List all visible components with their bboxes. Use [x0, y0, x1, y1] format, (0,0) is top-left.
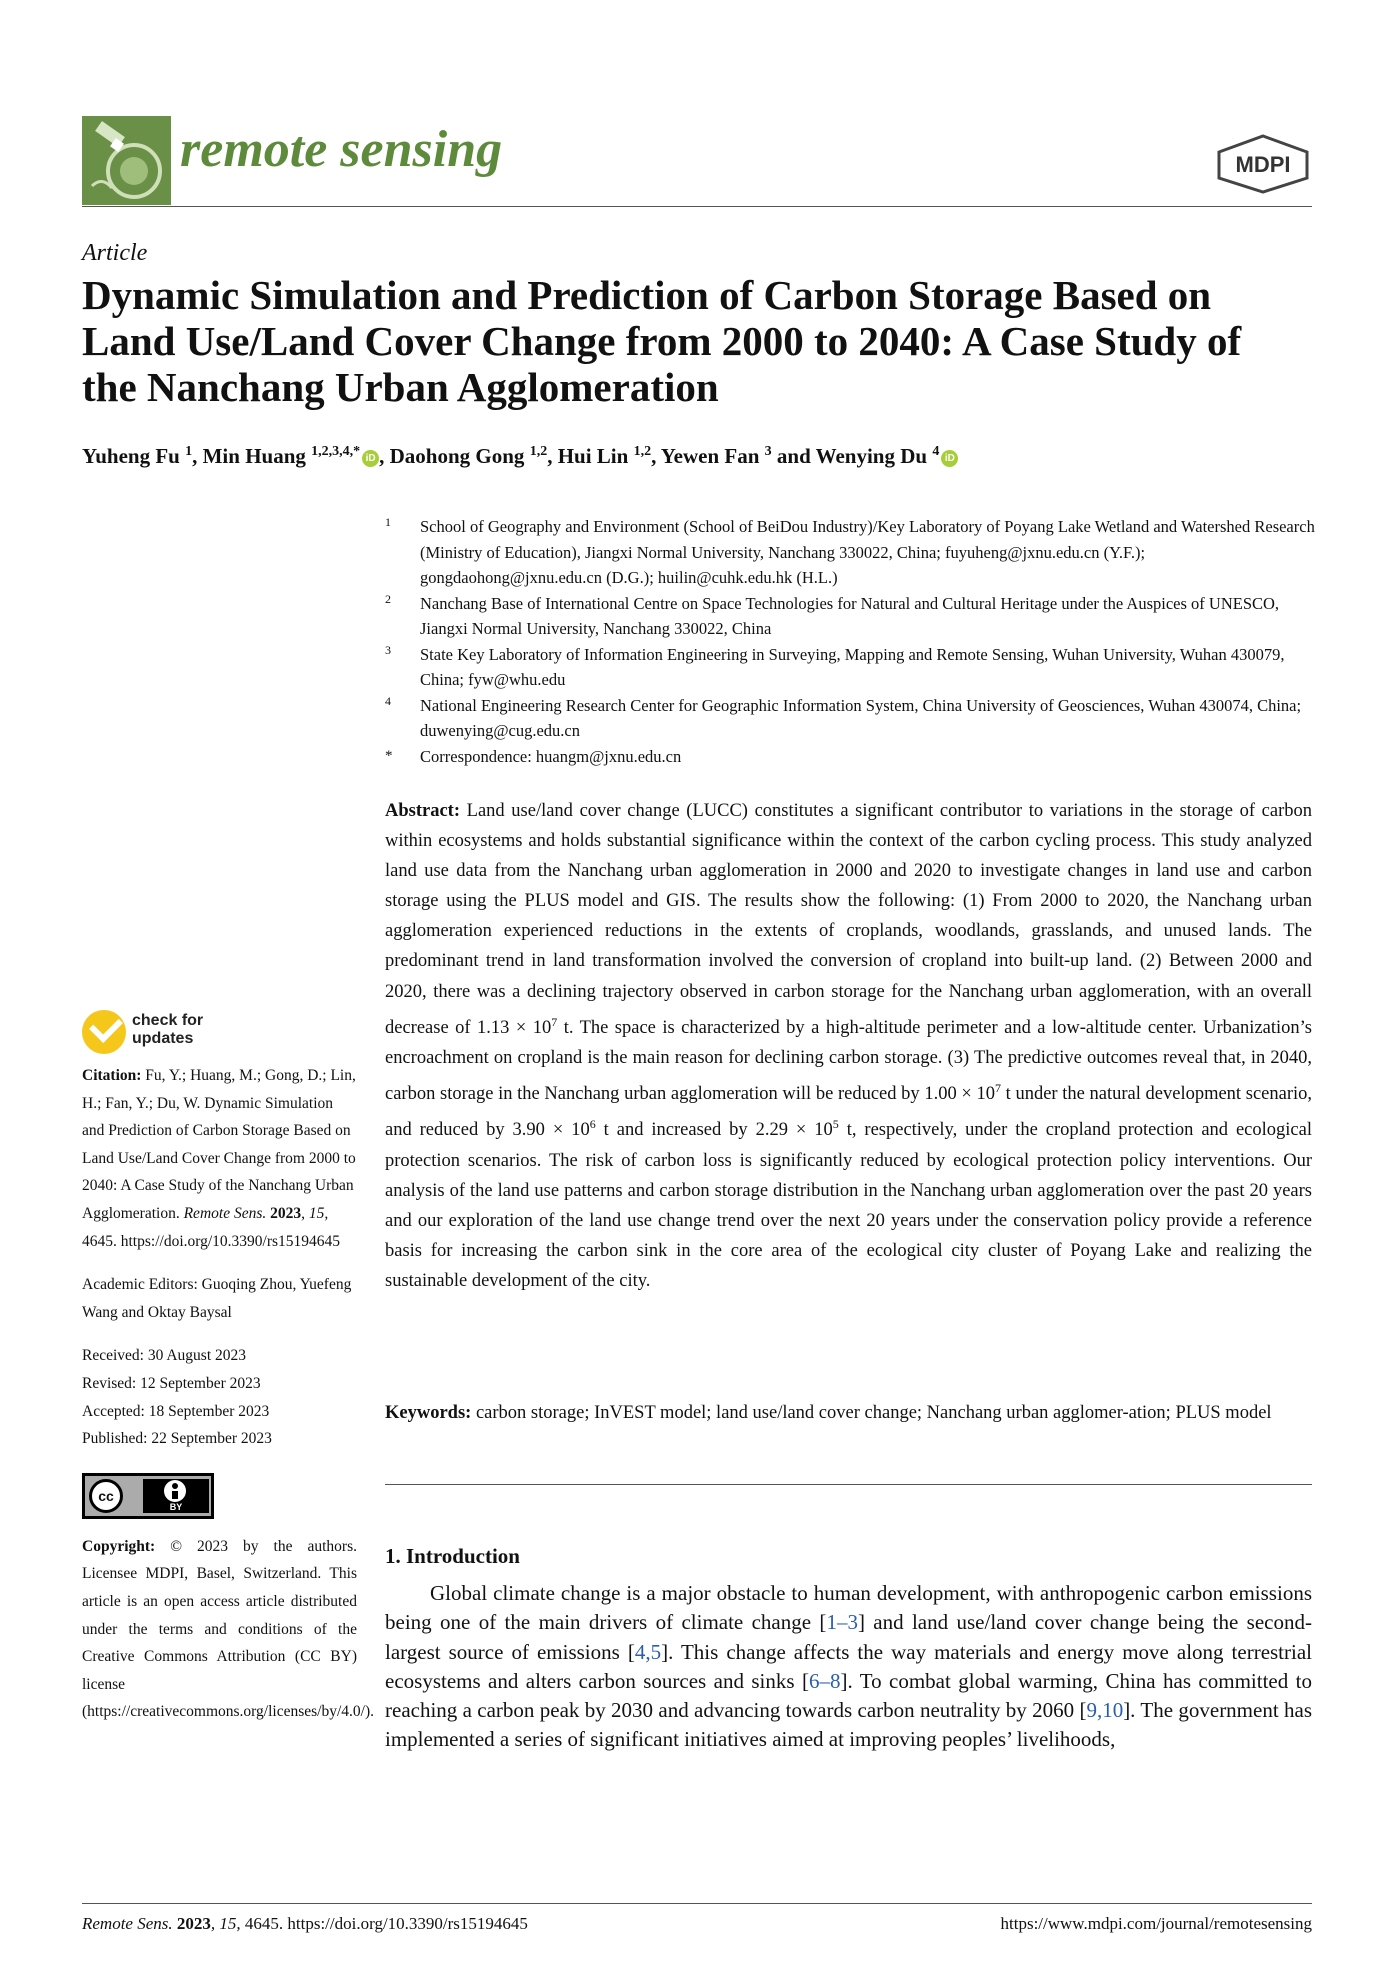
- citation-doi[interactable]: 4645. https://doi.org/10.3390/rs15194645: [82, 1232, 341, 1250]
- exponent: 7: [994, 1081, 1001, 1095]
- reference-link[interactable]: 4,5: [634, 1639, 662, 1664]
- affiliation-text: Nanchang Base of International Centre on Space Technologies for Natural and Cultural Heritage under the Auspices of UNESCO, Jiangxi Normal University, Nanchang 330022, China: [420, 593, 1280, 638]
- footer-journal: Remote Sens.: [82, 1914, 173, 1933]
- footer-doi[interactable]: 4645. https://doi.org/10.3390/rs15194645: [240, 1914, 528, 1933]
- abstract-text: t under the natural development scenario, and reduced by 3.90 × 10: [385, 1084, 1312, 1141]
- satellite-icon: [82, 116, 171, 205]
- section-divider: [385, 1484, 1312, 1485]
- publisher-name: MDPI: [1235, 152, 1291, 177]
- correspondence: [385, 744, 1315, 770]
- author-conjunction: and: [771, 444, 816, 468]
- author-affiliation-marker: 4: [932, 444, 940, 459]
- exponent: 6: [589, 1117, 596, 1132]
- check-line-1: check for: [132, 1012, 204, 1029]
- abstract-text: t, respectively, under the cropland protection and ecological protection scenarios. The risk of carbon loss is significantly reduced by ecological protection policy interventions. Our analysis of the land use patterns and carbon storage distribution in the Nanchang urban agglomeration over the past 20 years and our exploration of the land use change trend over the next 20 years under the conservation policy provide a reference basis for increasing the carbon sink in the core area of the ecological city cluster of Poyang Lake and realizing the sustainable development of the city.: [385, 1120, 1312, 1291]
- author-name: Yuheng Fu: [82, 444, 180, 468]
- citation-journal: Remote Sens.: [183, 1204, 267, 1222]
- citation-year: 2023: [266, 1204, 302, 1222]
- orcid-icon[interactable]: iD: [362, 450, 379, 467]
- person-icon: [164, 1480, 186, 1502]
- citation-label: Citation:: [82, 1067, 142, 1084]
- footer-divider: [82, 1903, 1312, 1904]
- author-affiliation-marker: 1: [185, 444, 193, 459]
- intro-text: ]. This change affects the way materials and energy move along terrestrial ecosystems and alters carbon sources and sinks [: [385, 1639, 1313, 1693]
- intro-text: ]. To combat global warming, China has committed to reaching a carbon peak by 2030 and advancing towards carbon neutrality by 2060 [: [385, 1668, 1312, 1723]
- journal-logo: [82, 116, 171, 205]
- abstract: [385, 796, 1312, 1296]
- keywords-text: carbon storage; InVEST model; land use/land cover change; Nanchang urban agglomer-ation; PLUS model: [471, 1403, 1272, 1423]
- affiliation-item: [385, 514, 1315, 591]
- keywords-label: Keywords:: [385, 1403, 472, 1423]
- received-date: Received: 30 August 2023: [82, 1347, 247, 1365]
- abstract-text: Land use/land cover change (LUCC) constitutes a significant contributor to variations in the storage of carbon within ecosystems and holds substantial significance within the context of the carbon cycling process. This study analyzed land use data from the Nanchang urban agglomeration in 2000 and 2020 to investigate changes in land use and carbon storage using the PLUS model and GIS. The results show the following: (1) From 2000 to 2020, the Nanchang urban agglomeration experienced reductions in the extents of croplands, woodlands, grasslands, and unused lands. The predominant trend in land transformation involved the conversion of cropland into built-up land. (2) Between 2000 and 2020, there was a declining trajectory observed in carbon storage for the Nanchang urban agglomeration, with an overall decrease of 1.13 × 10: [385, 801, 1312, 1038]
- author-name: Hui Lin: [557, 444, 629, 468]
- mdpi-logo: [1215, 134, 1311, 194]
- by-icon: [143, 1479, 209, 1513]
- affiliation-number: 3: [385, 642, 391, 657]
- author-separator: ,: [192, 444, 203, 468]
- affiliations: [385, 514, 1315, 769]
- copyright: [82, 1533, 375, 1726]
- footer-journal-url[interactable]: https://www.mdpi.com/journal/remotesensing: [1000, 1914, 1312, 1933]
- published-date: Published: 22 September 2023: [82, 1430, 272, 1448]
- affiliation-item: [385, 642, 1315, 693]
- author-affiliation-marker: 3: [764, 444, 772, 459]
- author-name: Min Huang: [202, 444, 306, 468]
- reference-link[interactable]: 9,10: [1086, 1698, 1124, 1723]
- affiliation-text: National Engineering Research Center for Geographic Information System, China University of Geosciences, Wuhan 430074, China; duwenying@cug.edu.cn: [420, 695, 1302, 740]
- affiliation-text: School of Geography and Environment (School of BeiDou Industry)/Key Laboratory of Poyang Lake Wetland and Watershed Research (Ministry of Education), Jiangxi Normal University, Nanchang 330022, China; fuyuheng@jxnu.edu.cn (Y.F.); gongdaohong@jxnu.edu.cn (D.G.); huilin@cuhk.edu.hk (H.L.): [420, 517, 1315, 587]
- orcid-icon[interactable]: iD: [941, 450, 958, 467]
- cc-by-license-badge[interactable]: [82, 1473, 214, 1519]
- affiliation-number: 4: [385, 693, 391, 708]
- author-separator: ,: [379, 444, 390, 468]
- journal-name: remote sensing: [180, 121, 503, 178]
- copyright-text: © 2023 by the authors. Licensee MDPI, Basel, Switzerland. This article is an open access article distributed under the terms and conditions of the Creative Commons Attribution (CC BY) license (https://creativecommons.org/licenses/by/4.0/).: [82, 1537, 375, 1721]
- abstract-label: Abstract:: [385, 801, 461, 821]
- sidebar: [82, 1062, 375, 1726]
- exponent: 7: [551, 1014, 558, 1029]
- check-for-updates-button[interactable]: [82, 1010, 232, 1056]
- check-line-2: updates: [132, 1030, 194, 1047]
- accepted-date: Accepted: 18 September 2023: [82, 1402, 270, 1420]
- copyright-label: Copyright:: [82, 1537, 156, 1555]
- author-affiliation-marker: 1,2,3,4,*: [311, 444, 361, 459]
- exponent: 5: [832, 1117, 839, 1132]
- affiliation-number: 1: [385, 515, 391, 529]
- author-name: Wenying Du: [815, 444, 928, 468]
- intro-text: ] and land use/land cover change being the second-largest source of emissions [: [385, 1610, 1312, 1664]
- intro-text: Global climate change is a major obstacle to human development, with anthropogenic carbon emissions being one of the main drivers of climate change [: [385, 1581, 1312, 1635]
- academic-editors: Academic Editors: Guoqing Zhou, Yuefeng Wang and Oktay Baysal: [82, 1276, 352, 1321]
- abstract-text: t and increased by 2.29 × 10: [595, 1120, 833, 1141]
- by-label: BY: [169, 1501, 183, 1512]
- citation: [82, 1062, 357, 1255]
- author-name: Daohong Gong: [389, 444, 525, 468]
- paper-title: Dynamic Simulation and Prediction of Carbon Storage Based on Land Use/Land Cover Change from 2000 to 2040: A Case Study of the Nanchang Urban Agglomeration: [82, 272, 1242, 410]
- intro-paragraph: [385, 1579, 1312, 1755]
- citation-volume: , 15,: [301, 1204, 329, 1222]
- article-type: Article: [82, 240, 148, 266]
- section-heading: 1. Introduction: [385, 1544, 520, 1568]
- revised-date: Revised: 12 September 2023: [82, 1374, 261, 1392]
- check-icon: [82, 1010, 126, 1054]
- footer-year: 2023: [172, 1914, 211, 1933]
- author-affiliation-marker: 1,2: [529, 444, 548, 459]
- abstract-text: t. The space is characterized by a high-altitude perimeter and a low-altitude center. Urbanization’s encroachment on cropland is the main reason for declining carbon storage. (3) The predictive outcomes reveal that, in 2040, carbon storage in the Nanchang urban agglomeration will be reduced by 1.00 × 10: [385, 1017, 1312, 1105]
- citation-text: Fu, Y.; Huang, M.; Gong, D.; Lin, H.; Fan, Y.; Du, W. Dynamic Simulation and Prediction of Carbon Storage Based on Land Use/Land Cover Change from 2000 to 2040: A Case Study of the Nanchang Urban Agglomeration.: [82, 1067, 356, 1222]
- dates: [82, 1342, 357, 1452]
- footer-citation: [82, 1914, 528, 1934]
- affiliation-text: State Key Laboratory of Information Engineering in Surveying, Mapping and Remote Sensing, Wuhan University, Wuhan 430079, China; fyw@whu.edu: [420, 644, 1285, 689]
- author-affiliation-marker: 1,2: [633, 444, 652, 459]
- footer-volume: , 15,: [210, 1914, 241, 1933]
- correspondence-text: Correspondence: huangm@jxnu.edu.cn: [420, 746, 682, 766]
- author-separator: ,: [547, 444, 558, 468]
- author-separator: ,: [651, 444, 661, 468]
- affiliation-item: [385, 591, 1315, 642]
- author-list: [82, 438, 1302, 470]
- correspondence-marker: *: [385, 747, 393, 764]
- reference-link[interactable]: 6–8: [808, 1668, 841, 1693]
- reference-link[interactable]: 1–3: [826, 1610, 858, 1635]
- intro-text: ]. The government has implemented a series of significant initiatives aimed at improving peoples’ livelihoods,: [385, 1698, 1312, 1752]
- author-name: Yewen Fan: [660, 444, 760, 468]
- keywords: [385, 1398, 1312, 1428]
- cc-icon: cc: [89, 1479, 123, 1513]
- affiliation-number: 2: [385, 591, 391, 606]
- affiliation-item: [385, 693, 1315, 744]
- header-divider: [82, 206, 1312, 207]
